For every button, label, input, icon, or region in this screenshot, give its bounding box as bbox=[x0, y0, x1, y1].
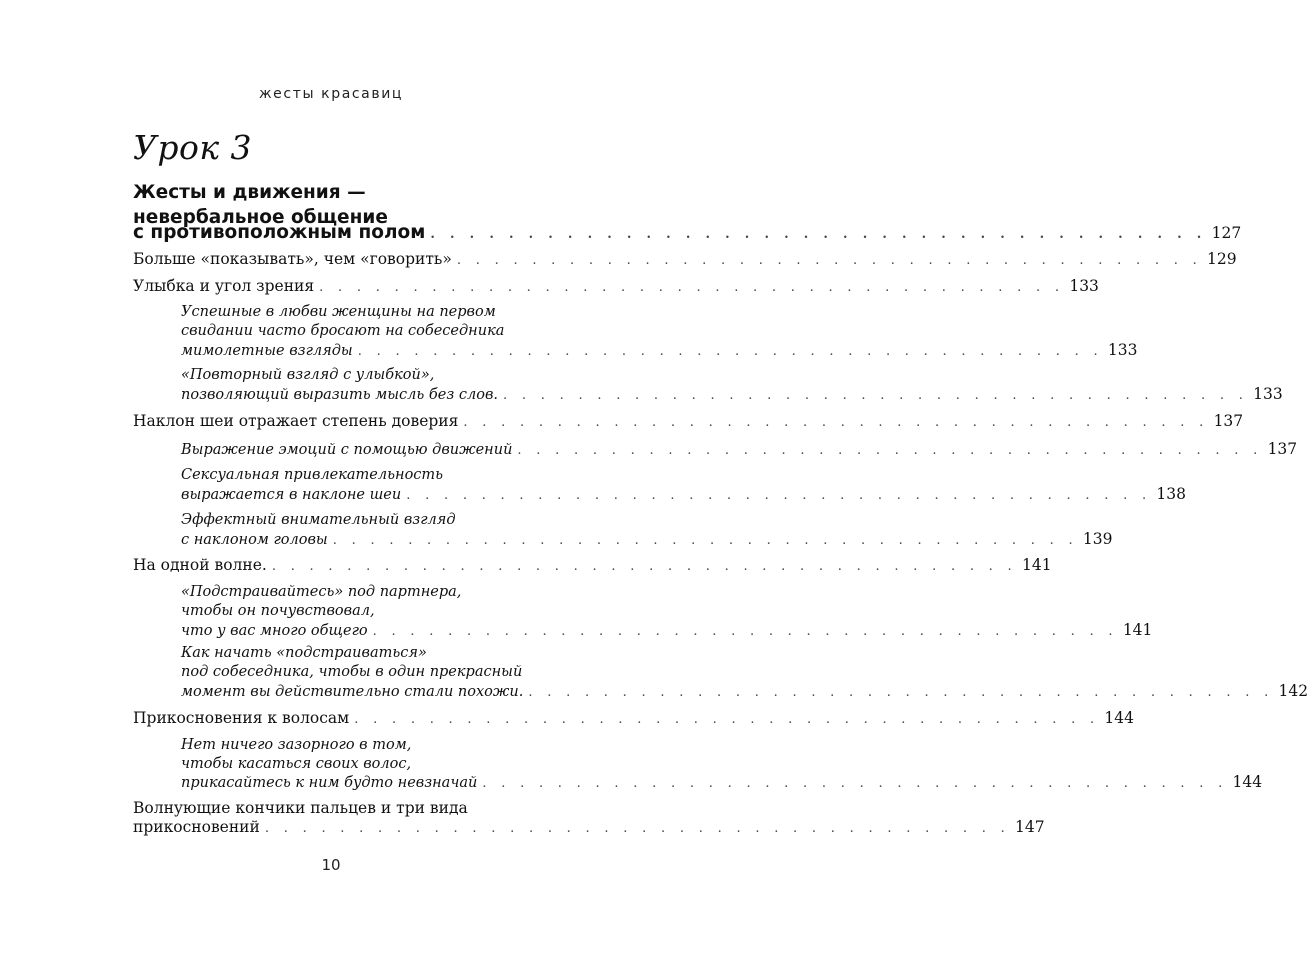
toc-entry-text: Как начать «подстраиваться» bbox=[181, 645, 427, 661]
toc-chapter-entry[interactable] bbox=[133, 222, 1242, 243]
toc-page-number: 137 bbox=[1267, 440, 1298, 458]
toc-entry-text: под собеседника, чтобы в один прекрасный bbox=[181, 664, 523, 680]
toc-entry[interactable] bbox=[133, 412, 1244, 430]
toc-subentry-last-line[interactable] bbox=[181, 773, 1263, 791]
toc-page-number: 141 bbox=[1122, 621, 1153, 639]
toc-entry-text: чтобы касаться своих волос, bbox=[181, 756, 412, 772]
toc-page-number: 139 bbox=[1082, 530, 1113, 548]
toc-subentry[interactable] bbox=[181, 367, 565, 387]
toc-page-number: 141 bbox=[1021, 556, 1052, 574]
toc-subentry[interactable] bbox=[181, 584, 565, 624]
toc-entry[interactable] bbox=[133, 709, 1134, 727]
dot-leader: . . . . . . . . . . . . . . . . . . . . . . . . . . . . . . . . . . . . . . . . bbox=[528, 685, 1274, 700]
toc-page-number: 133 bbox=[1253, 385, 1283, 403]
dot-leader: . . . . . . . . . . . . . . . . . . . . . . . . . . . . . . . . . . . . . . . . bbox=[354, 712, 1100, 727]
dot-leader: . . . . . . . . . . . . . . . . . . . . . . . . . . . . . . . . . . . . . . . . bbox=[456, 253, 1203, 268]
toc-page-number: 138 bbox=[1156, 485, 1186, 503]
toc-entry-text: Улыбка и угол зрения bbox=[133, 277, 315, 295]
toc-entry-text: что у вас много общего bbox=[181, 623, 368, 639]
toc-entry-text: Нет ничего зазорного в том, bbox=[181, 737, 412, 753]
dot-leader: . . . . . . . . . . . . . . . . . . . . . . . . . . . . . . . . . . . . . . . . bbox=[482, 776, 1228, 791]
dot-leader: . . . . . . . . . . . . . . . . . . . . . . . . . . . . . . . . . . . . . . . . bbox=[503, 388, 1249, 403]
chapter-title-line: Жесты и движения — bbox=[133, 182, 366, 203]
toc-subentry[interactable] bbox=[181, 467, 565, 487]
toc-entry-text: мимолетные взгляды bbox=[181, 343, 353, 359]
toc-entry-text: Успешные в любви женщины на первом bbox=[181, 304, 496, 320]
toc-entry-text: «Подстраивайтесь» под партнера, bbox=[181, 584, 462, 600]
toc-entry[interactable] bbox=[133, 556, 1052, 574]
toc-page-number: 127 bbox=[1211, 224, 1242, 242]
toc-entry-text: «Повторный взгляд с улыбкой», bbox=[181, 367, 435, 383]
toc-entry-text: свидании часто бросают на собеседника bbox=[181, 323, 505, 339]
lesson-title: Урок 3 bbox=[133, 128, 253, 167]
toc-subentry-last-line[interactable] bbox=[181, 440, 1298, 458]
toc-entry[interactable] bbox=[133, 250, 1237, 268]
toc-entry-text: выражается в наклоне шеи bbox=[181, 487, 402, 503]
toc-entry-text: с наклоном головы bbox=[181, 532, 328, 548]
chapter-title-line: невербальное общение bbox=[133, 207, 388, 228]
running-head: жесты красавиц bbox=[258, 86, 404, 102]
dot-leader: . . . . . . . . . . . . . . . . . . . . . . . . . . . . . . . . . . . . . . . . bbox=[406, 488, 1152, 503]
toc-entry-text: Прикосновения к волосам bbox=[133, 709, 350, 727]
toc-subentry-last-line[interactable] bbox=[181, 682, 1308, 700]
dot-leader: . . . . . . . . . . . . . . . . . . . . . . . . . . . . . . . . . . . . . . . . bbox=[463, 415, 1209, 430]
toc-page-number: 133 bbox=[1069, 277, 1099, 295]
toc-entry-text: Сексуальная привлекательность bbox=[181, 467, 444, 483]
toc-page-number: 144 bbox=[1232, 773, 1263, 791]
toc-page-number: 129 bbox=[1207, 250, 1237, 268]
toc-entry-text: позволяющий выразить мысль без слов. bbox=[181, 387, 498, 403]
toc-page-number: 133 bbox=[1107, 341, 1138, 359]
dot-leader: . . . . . . . . . . . . . . . . . . . . . . . . . . . . . . . . . . . . . . . . bbox=[332, 533, 1078, 548]
toc-subentry-last-line[interactable] bbox=[181, 341, 1138, 359]
toc-subentry[interactable] bbox=[181, 645, 565, 685]
dot-leader: . . . . . . . . . . . . . . . . . . . . . . . . . . . . . . . . . . . . . . . . bbox=[372, 624, 1118, 639]
dot-leader: . . . . . . . . . . . . . . . . . . . . . . . . . . . . . . . . . . . . . . . . bbox=[517, 443, 1263, 458]
dot-leader: . . . . . . . . . . . . . . . . . . . . . . . . . . . . . . . . . . . . . . . . bbox=[319, 280, 1065, 295]
dot-leader: . . . . . . . . . . . . . . . . . . . . . . . . . . . . . . . . . . . . . . . . bbox=[271, 559, 1017, 574]
toc-entry-text: прикасайтесь к ним будто невзначай bbox=[181, 775, 478, 791]
toc-entry-text: Выражение эмоций с помощью движений bbox=[181, 442, 513, 458]
toc-page-number: 147 bbox=[1015, 818, 1045, 836]
toc-page-number: 142 bbox=[1278, 682, 1308, 700]
toc-subentry-last-line[interactable] bbox=[181, 485, 1186, 503]
toc-entry-text: Эффектный внимательный взгляд bbox=[181, 512, 456, 528]
toc-subentry-last-line[interactable] bbox=[181, 385, 1283, 403]
toc-page-number: 144 bbox=[1104, 709, 1134, 727]
toc-entry-text: прикосновений bbox=[133, 818, 260, 836]
toc-entry-text: Больше «показывать», чем «говорить» bbox=[133, 250, 452, 268]
toc-entry-text[interactable]: Волнующие кончики пальцев и три вида bbox=[133, 799, 468, 817]
toc-entry[interactable] bbox=[133, 818, 1045, 836]
toc-entry-text: Наклон шеи отражает степень доверия bbox=[133, 412, 459, 430]
toc-subentry[interactable] bbox=[181, 512, 565, 532]
toc-entry-text: чтобы он почувствовал, bbox=[181, 603, 375, 619]
toc-entry-text: с противоположным полом bbox=[133, 222, 426, 243]
dot-leader: . . . . . . . . . . . . . . . . . . . . . . . . . . . . . . . . . . . . . . . . bbox=[264, 821, 1010, 836]
toc-subentry-last-line[interactable] bbox=[181, 530, 1113, 548]
dot-leader: . . . . . . . . . . . . . . . . . . . . . . . . . . . . . . . . . . . . . . . . bbox=[430, 227, 1207, 242]
dot-leader: . . . . . . . . . . . . . . . . . . . . . . . . . . . . . . . . . . . . . . . . bbox=[357, 344, 1103, 359]
toc-subentry[interactable] bbox=[181, 737, 565, 777]
toc-page-number: 137 bbox=[1213, 412, 1244, 430]
toc-entry-text: момент вы действительно стали похожи. bbox=[181, 684, 524, 700]
toc-entry[interactable] bbox=[133, 277, 1099, 295]
page-number: 10 bbox=[321, 856, 341, 874]
toc-subentry-last-line[interactable] bbox=[181, 621, 1153, 639]
toc-entry-text: На одной волне. bbox=[133, 556, 267, 574]
